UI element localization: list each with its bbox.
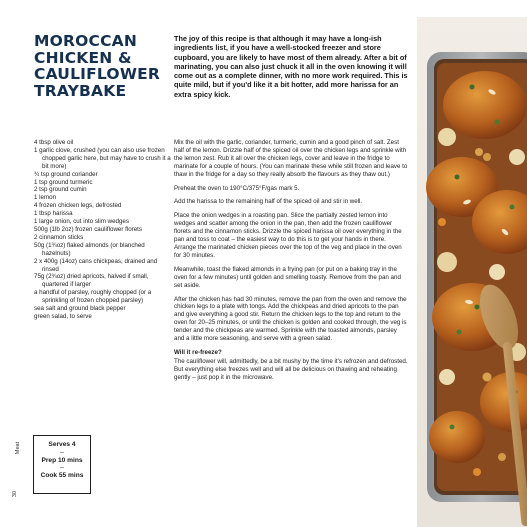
method-step: Add the harissa to the remaining half of the spiced oil and stir in well. [174, 198, 363, 206]
ingredient-item: 1 tbsp harissa [34, 210, 73, 218]
ingredient-item: 2 x 400g (14oz) cans chickpeas, drained and rinsed [34, 257, 158, 273]
ingredient-item: ¾ tsp ground coriander [34, 170, 98, 178]
divider-dash: – [60, 448, 64, 456]
page-side-tab [12, 437, 24, 515]
title-line: TRAYBAKE [34, 81, 127, 100]
title-line: MOROCCAN [34, 32, 138, 50]
ingredient-item: 1 tsp ground turmeric [34, 178, 93, 186]
method-step: Preheat the oven to 190°C/375°F/gas mark 5. [174, 184, 300, 192]
method-step: Mix the oil with the garlic, coriander, turmeric, cumin and a good pinch of salt. Zest half of the lemon. Drizzle half of the spiced oil over the chicken legs and sprinkle with the lemon zest. Rub it all over the chicken legs, cover and leave in the fridge to marinate for a couple of hours. (You can marinate these while still frozen and leave to thaw in the fridge for a day so they really absorb the flavours as they thaw out.) [174, 139, 408, 178]
prep-time: Prep 10 mins [41, 456, 83, 464]
divider-dash: – [60, 464, 64, 472]
method-step: After the chicken has had 30 minutes, remove the pan from the oven and remove the chicken legs to a plate with tongs. Add the chickpeas and dried apricots to the pan and give everything a good stir. Return the chicken legs to the top and return to the oven for 20–25 minutes, or until the chicken is golden and cooked through, the veg is tender and the chickpeas are warmed. Sprinkle with the toasted almonds, parsley and a little more seasoning, and serve with a green salad. [174, 295, 407, 343]
ingredient-item: 1 lemon [34, 194, 57, 202]
recipe-title [34, 33, 174, 99]
ingredient-item: 75g (2¾oz) dried apricots, halved if small, quartered if larger [34, 273, 149, 289]
title-line: CAULIFLOWER [34, 65, 161, 84]
ingredient-item: 2 tsp ground cumin [34, 186, 87, 194]
timing-box [33, 435, 91, 494]
cook-time: Cook 55 mins [40, 472, 84, 480]
title-line: CHICKEN & [34, 48, 132, 67]
ingredient-item: 4 tbsp olive oil [34, 139, 74, 146]
ingredient-item: 500g (1lb 2oz) frozen cauliflower florets [34, 225, 142, 233]
ingredients-list [34, 139, 172, 321]
ingredient-item: 4 frozen chicken legs, defrosted [34, 202, 122, 210]
ingredient-item: 2 cinnamon sticks [34, 233, 84, 241]
ingredient-item: sea salt and ground black pepper [34, 305, 126, 313]
method-section [174, 139, 408, 388]
ingredient-item: 1 garlic clove, crushed (you can also use frozen chopped garlic here, but may have to crush it a bit more) [34, 146, 171, 170]
ingredient-item: 1 large onion, cut into slim wedges [34, 218, 129, 226]
method-step: Place the onion wedges in a roasting pan. Slice the partially zested lemon into wedges and scatter among the onion in the pan, then add the frozen cauliflower florets and the cinnamon sticks. Drizzle the spiced harissa oil over everything in the pan and toss to coat – the easiest way to do this is to get your hands in there. Arrange the marinated chicken pieces over the top of the veg and place in the oven for 30 minutes. [174, 212, 402, 259]
ingredient-item: green salad, to serve [34, 312, 92, 320]
refreeze-text: The cauliflower will, admittedly, be a bit mushy by the time it's refrozen and defrosted. But everything else freezes well and will all be delicious on thawing and reheating gently – just pop it in the microwave. [174, 357, 408, 381]
ingredient-item: 50g (1¾oz) flaked almonds (or blanched hazelnuts) [34, 241, 145, 257]
recipe-intro: The joy of this recipe is that although it may have a long-ish ingredients list, if you have a well-stocked freezer and store cupboard, you are likely to have most of them already. After a bit of marinating, you can also just chuck it all in the oven knowing it will come out as a complete dinner, with no more work required. This is quite mild, but if you'd like it a bit hotter, add more harissa for an extra spicy kick. [174, 34, 408, 99]
method-step: Meanwhile, toast the flaked almonds in a frying pan (or put on a baking tray in the oven for a few minutes) until golden and smelling toasty. Remove from the pan and set aside. [174, 265, 401, 289]
page-number: 30 [12, 490, 19, 498]
refreeze-heading: Will it re-freeze? [174, 348, 222, 356]
traybake-photo [417, 17, 527, 527]
serves-label: Serves 4 [48, 441, 76, 448]
section-label: Meat [15, 441, 22, 455]
ingredient-item: a handful of parsley, roughly chopped (or a sprinkling of frozen chopped parsley) [34, 289, 152, 305]
